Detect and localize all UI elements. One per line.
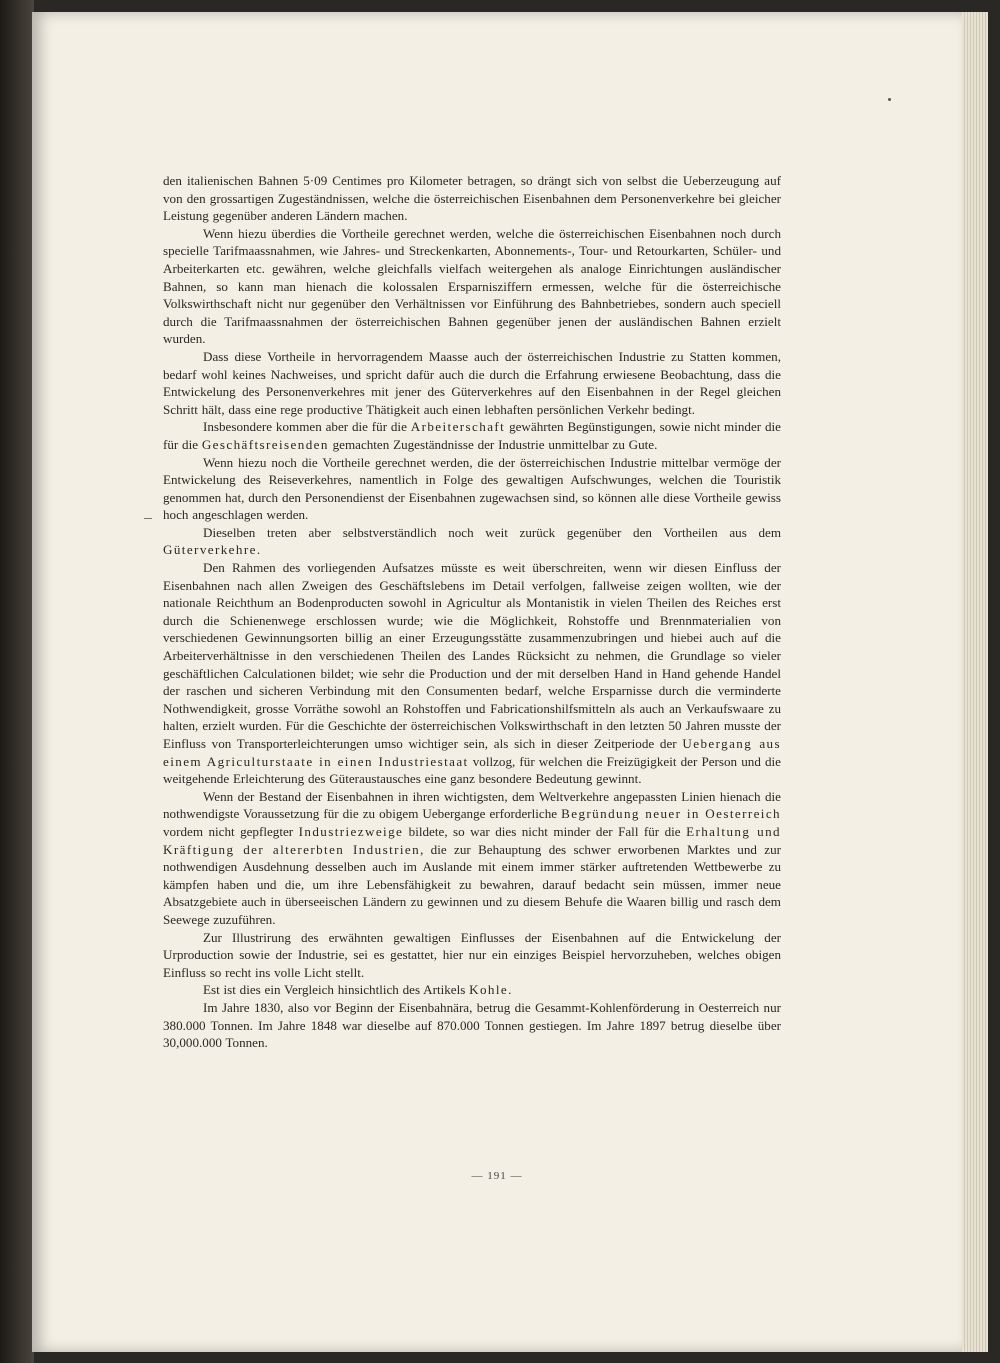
text-run: vollzog, für welchen die Freizügigkeit der Person und die weitgehende Erleichterung des Güteraustausches eine ganz besondere Bedeutung gewinnt.	[163, 753, 781, 787]
text-run: .	[508, 982, 512, 998]
emphasized-text: Arbeiterschaft	[410, 419, 506, 435]
paragraph	[163, 999, 781, 1052]
text-run: Insbesondere kommen aber die für die	[203, 419, 411, 435]
emphasized-text: Industriezweige	[298, 823, 404, 839]
text-run: , die zur Behauptung des schwer erworbenen Marktes und zur nothwendigen Ausdehnung desselben auch im Auslande mit einem immer stärker auftretenden Wettbewerbe zu kämpfen haben und die, um ihre Lebensfähigkeit zu bewahren, darauf bedacht sein müssen, immer neue Absatzgebiete auch in überseeischen Ländern zu gewinnen und zu diesem Behufe die Waaren billig und rasch dem Seewege zuzuführen.	[163, 841, 781, 927]
text-run: bildete, so war dies nicht minder der Fall für die	[403, 823, 687, 839]
paragraph	[163, 524, 781, 559]
text-run: gewährten Begünstigungen, sowie nicht minder die für die	[163, 419, 781, 452]
emphasized-text: Erhaltung und Kräftigung der altererbten Industrien	[163, 823, 782, 857]
text-run: Wenn hiezu noch die Vortheile gerechnet werden, die der österreichischen Industrie mittelbar vermöge der Entwickelung des Reiseverkehres, namentlich in Folge des gewaltigen Aufschwunges, welchen die Touristik genommen hat, durch den Personendienst der Eisenbahnen zugewachsen sind, so können alle diese Vortheile gewiss hoch angeschlagen werden.	[163, 454, 781, 523]
emphasized-text: Güterverkehre	[163, 542, 257, 558]
text-run: Den Rahmen des vorliegenden Aufsatzes müsste es weit überschreiten, wenn wir diesen Einfluss der Eisenbahnen nach allen Zweigen des Geschäftslebens im Detail verfolgen, fallweise zeigen wollten, wie der nationale Reichthum an Bodenproducten sowohl in Agricultur als Montanistik in vielen Theilen des Reiches erst durch die Schienenwege erschlossen wurde; wie die Möglichkeit, Rohstoffe und Brennmaterialien von verschiedenen Gewinnungsorten billig an einer Erzeugungsstätte zusammenzubringen und hiebei auch auf die Arbeiterverhältnisse in den verschiedenen Theilen des Landes Rücksicht zu nehmen, die Grundlage so vieler geschäftlichen Calculationen bildet; wie sehr die Production und der mit derselben Hand in Hand gehende Handel der raschen und sicheren Verbindung mit den Consumenten bedarf, welche Ersparnisse durch die verminderte Nothwendigkeit, grosse Vorräthe sowohl an Rohstoffen und Fabricationshilfsmitteln als auch an Verkaufswaare zu halten, erzielt wurden. Für die Geschichte der österreichischen Volkswirthschaft in den letzten 50 Jahren musste der Einfluss von Transporterleichterungen umso wichtiger sein, als sich in dieser Zeitperiode der	[163, 560, 781, 751]
text-run: gemachten Zugeständnisse der Industrie unmittelbar zu Gute.	[328, 436, 658, 452]
paragraph	[163, 172, 781, 225]
text-run: vordem nicht gepflegter	[163, 823, 299, 839]
page-number: — 191 —	[471, 1170, 523, 1182]
emphasized-text: Kohle	[469, 982, 509, 998]
emphasized-text: Begründung neuer in Oesterreich	[561, 806, 781, 822]
text-run: den italienischen Bahnen 5·09 Centimes pro Kilometer betragen, so drängt sich von selbst die Ueberzeugung auf von den grossartigen Zugeständnissen, welche die österreichischen Eisenbahnen dem Personenverkehre bei gleicher Leistung gegenüber anderen Ländern machen.	[163, 173, 781, 224]
text-run: Dieselben treten aber selbstverständlich noch weit zurück gegenüber den Vortheilen aus dem	[203, 524, 781, 540]
text-run: Zur Illustrirung des erwähnten gewaltigen Einflusses der Eisenbahnen auf die Entwickelung der Urproduction sowie der Industrie, sei es gestattet, hier nur ein einziges Beispiel hervorzuheben, welches obigen Einfluss so recht ins volle Licht stellt.	[163, 929, 781, 980]
paragraph	[163, 788, 781, 929]
paragraph	[163, 981, 781, 999]
text-run: Im Jahre 1830, also vor Beginn der Eisenbahnära, betrug die Gesammt-Kohlenförderung in Oesterreich nur 380.000 Tonnen. Im Jahre 1848 war dieselbe auf 870.000 Tonnen gestiegen. Im Jahre 1897 betrug dieselbe über 30,000.000 Tonnen.	[163, 999, 781, 1051]
emphasized-text: Uebergang aus einem Agriculturstaate in einen Industriestaat	[163, 736, 781, 769]
paragraph	[163, 418, 781, 453]
emphasized-text: Geschäftsreisenden	[201, 436, 329, 452]
paragraph	[163, 559, 781, 788]
page-stack-edge	[962, 12, 988, 1352]
book-spine-shadow	[0, 0, 34, 1363]
body-text	[163, 172, 781, 1052]
text-run: Wenn der Bestand der Eisenbahnen in ihren wichtigsten, dem Weltverkehre angepassten Linien hienach die nothwendigste Voraussetzung für die zu obigem Uebergange erforderliche	[163, 788, 781, 822]
text-run: Dass diese Vortheile in hervorragendem Maasse auch der österreichischen Industrie zu Statten kommen, bedarf wohl keines Nachweises, und spricht dafür auch die durch die Erfahrung erwiesene Beobachtung, dass die Entwickelung des Personenverkehres mit jener des Güterverkehres auf den Eisenbahnen in der Regel gleichen Schritt hält, dass eine rege productive Thätigkeit auch einen lebhaften persönlichen Verkehr bedingt.	[163, 348, 781, 417]
page-speck	[888, 98, 891, 101]
paragraph	[163, 348, 781, 418]
text-run: .	[256, 542, 261, 558]
margin-mark	[144, 518, 152, 519]
text-run: Wenn hiezu überdies die Vortheile gerechnet werden, welche die österreichischen Eisenbahnen noch durch specielle Tarifmaassnahmen, wie Jahres- und Streckenkarten, Abonnements-, Tour- und Retourkarten, Schüler- und Arbeiterkarten etc. gewähren, welche gleichfalls vielfach weitergehen als analoge Einrichtungen ausländischer Bahnen, so kann man hienach die kolossalen Ersparnisziffern ermessen, welche für die österreichische Volkswirthschaft nicht nur gegenüber den Verhältnissen vor Einführung des Bahnbetriebes, sondern auch speciell durch die Tarifmaassnahmen der österreichischen Bahnen gegenüber jenen der ausländischen Bahnen erzielt wurden.	[163, 225, 781, 347]
paragraph	[163, 225, 781, 348]
text-run: Est ist dies ein Vergleich hinsichtlich des Artikels	[203, 982, 470, 998]
paragraph	[163, 929, 781, 982]
paragraph	[163, 454, 781, 524]
